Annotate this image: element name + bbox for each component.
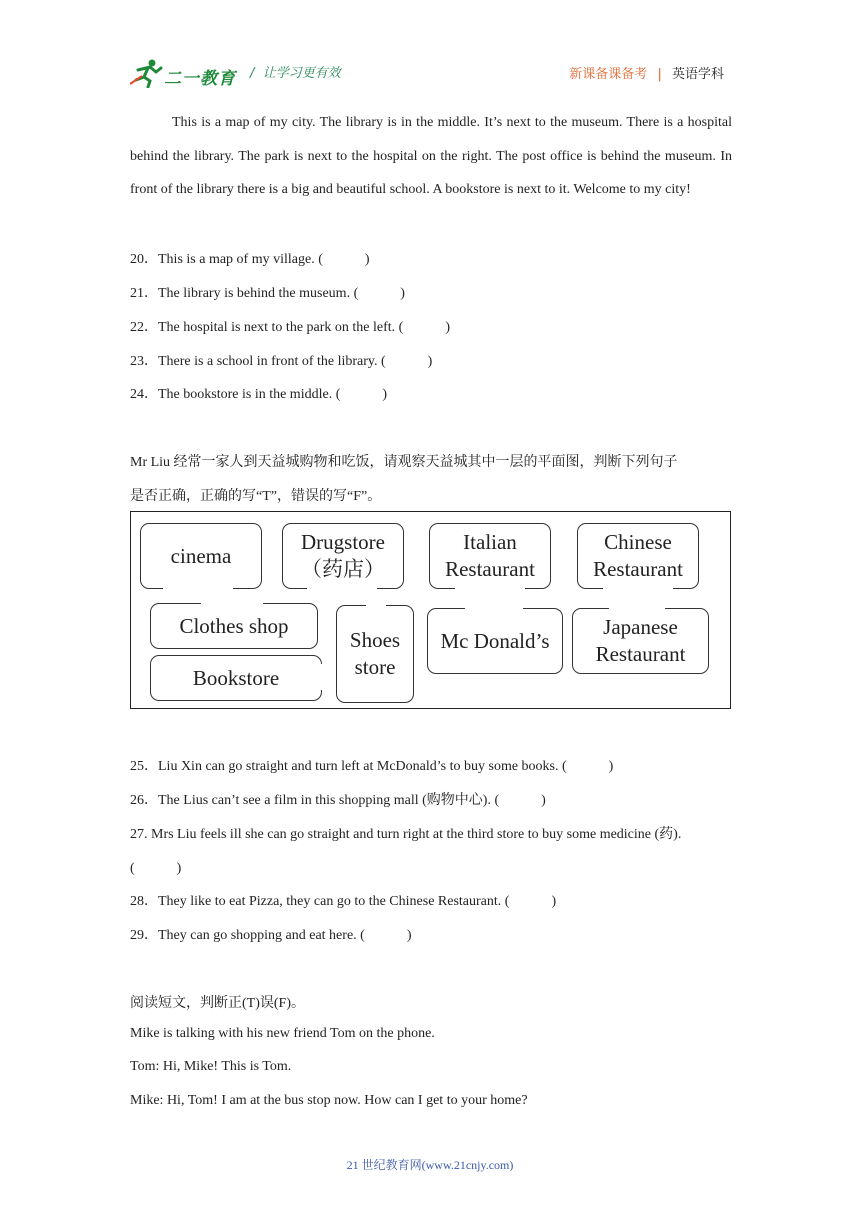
store-label: Restaurant [593,557,683,581]
instruction-mall-2: 是否正确，正确的写“T”，错误的写“F”。 [130,489,382,504]
entrance-gap [307,587,377,591]
store-label: Drugstore [301,530,385,554]
store-label: cinema [170,543,232,568]
store-chinese-restaurant [577,523,699,589]
entrance-gap [603,587,673,591]
store-mcdonalds [427,608,563,674]
question-23: 23．There is a school in front of the library. ( ) [130,354,433,369]
entrance-gap [366,603,386,607]
store-label: store [354,655,396,679]
store-clothes-shop [150,603,318,649]
question-25: 25．Liu Xin can go straight and turn left at McDonald’s to buy some books. ( ) [130,759,614,774]
instruction-mall: Mr Liu 经常一家人到天益城购物和吃饭，请观察天益城其中一层的平面图，判断下列句子 [130,455,678,470]
entrance-gap [465,606,523,610]
course-label: 新课备课备考 [569,67,648,82]
question-21: 21．The library is behind the museum. ( ) [130,286,405,301]
subject-name: 英语学科 [671,67,724,82]
store-label: Restaurant [445,557,535,581]
question-27-answer: ( ) [130,861,182,876]
instruction-reading: 阅读短文，判断正(T)误(F)。 [130,996,305,1011]
store-label-cn: （药店） [301,557,385,581]
slogan-text: 让学习更有效 [262,66,341,81]
logo-text: 二一教育 [164,69,236,89]
store-italian-restaurant [429,523,551,589]
page-header [130,54,730,90]
logo [130,58,242,88]
store-bookstore [150,655,322,701]
store-label: Restaurant [595,642,686,666]
store-label: Bookstore [192,665,280,690]
question-26: 26．The Lius can’t see a film in this shopping mall (购物中心). ( ) [130,793,546,808]
passage-city-map: This is a map of my city. The library is in the middle. It’s next to the museum. There is a hospital behind the library. The park is next to the hospital on the right. The post office is behind the museum. In front of the library there is a big and beautiful school. A bookstore is next to it. Welcome to my city! [130,115,732,197]
question-20: 20．This is a map of my village. ( ) [130,252,370,267]
slogan: / 让学习更有效 [250,66,341,81]
store-cinema [140,523,262,589]
subject-label [569,63,724,82]
question-27: 27. Mrs Liu feels ill she can go straight and turn right at the third store to buy some medicine (药). [130,827,682,842]
store-label: Clothes shop [179,613,289,638]
question-28: 28．They like to eat Pizza, they can go to the Chinese Restaurant. ( ) [130,894,557,909]
entrance-gap [318,664,323,690]
question-22: 22．The hospital is next to the park on the left. ( ) [130,320,450,335]
dialogue-line: Mike is talking with his new friend Tom on the phone. [130,1026,435,1041]
entrance-gap [201,601,263,605]
runner-logo-icon [130,58,164,88]
store-label: Japanese [603,615,678,639]
mall-floor-plan [130,511,731,709]
question-24: 24．The bookstore is in the middle. ( ) [130,387,388,402]
entrance-gap [609,606,665,610]
dialogue-line: Tom: Hi, Mike! This is Tom. [130,1059,292,1074]
store-label: Italian [463,530,517,554]
entrance-gap [455,587,525,591]
store-label: Shoes [349,628,401,652]
header-separator: | [657,67,662,82]
page-footer: 21 世纪教育网(www.21cnjy.com) [346,1158,514,1172]
store-label: Chinese [604,530,672,554]
store-drugstore [282,523,404,589]
entrance-gap [163,587,233,591]
store-japanese-restaurant [572,608,709,674]
store-label: Mc Donald’s [440,628,550,653]
dialogue-line: Mike: Hi, Tom! I am at the bus stop now. How can I get to your home? [130,1093,528,1108]
store-shoes-store [336,605,414,703]
question-29: 29．They can go shopping and eat here. ( ) [130,928,412,943]
